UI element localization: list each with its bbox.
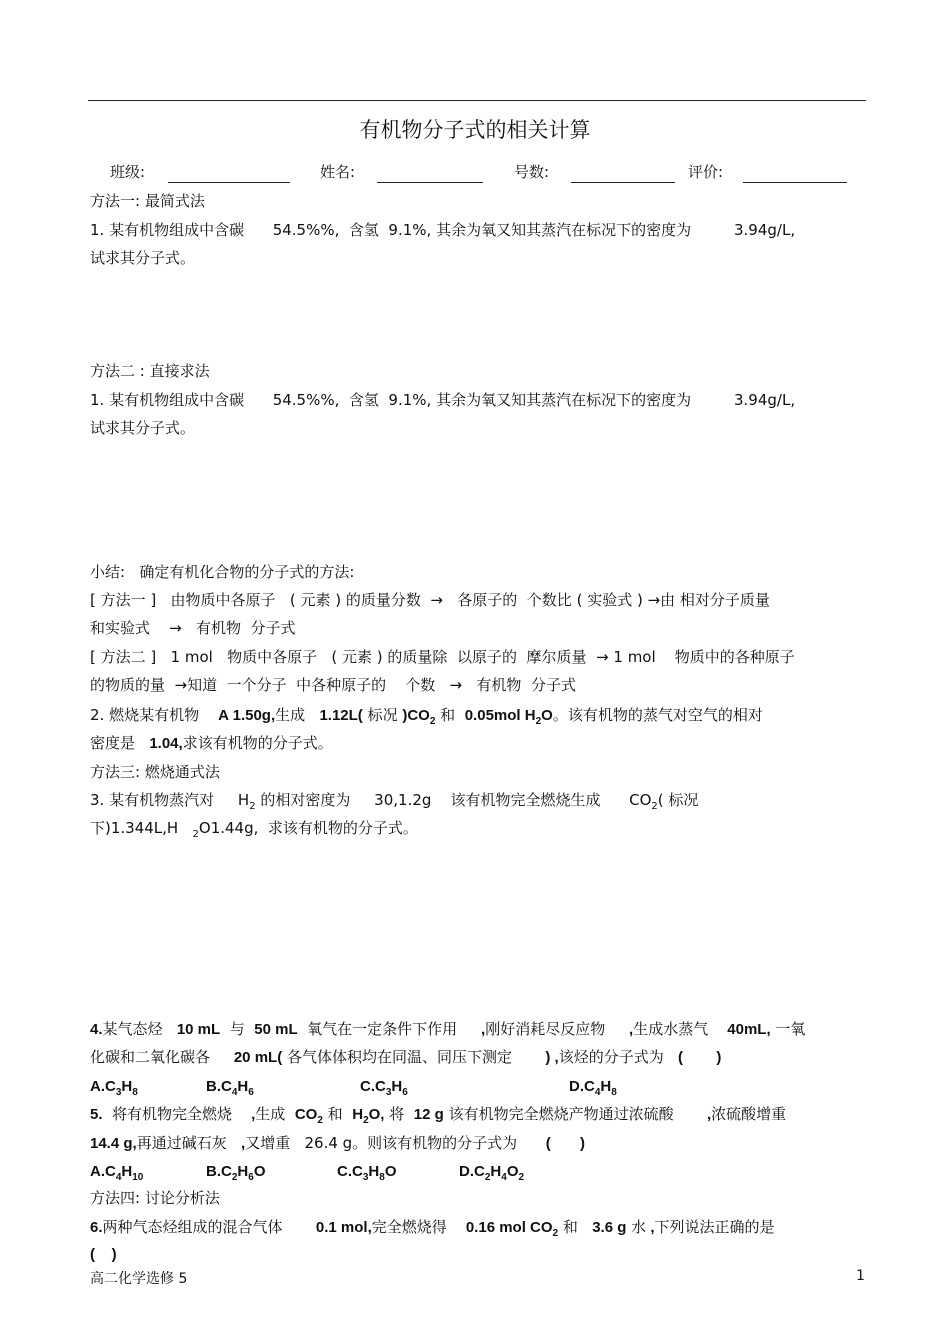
page-title: 有机物分子式的相关计算	[359, 118, 591, 142]
q5-option-a: $A.C_4H_{10}$	[90, 1163, 144, 1183]
q2-bold: 1.12L(	[319, 707, 363, 724]
eval-label: 评价:	[688, 163, 724, 181]
q4-bold: 40mL,	[727, 1021, 771, 1038]
class-label: 班级:	[110, 163, 146, 181]
summary-method1-line1: [ 方法一 ] 由物质中各原子 ( 元素 ) 的质量分数 → 各原子的 个数比 ( 实验式 ) →由 相对分子质量	[90, 591, 770, 609]
question4-line2	[90, 1047, 850, 1068]
q2-bold: )CO	[402, 707, 430, 724]
q4-text: 一氧	[770, 1020, 806, 1038]
q5-text: 将	[384, 1105, 414, 1123]
q5-text: 该有机物完全燃烧产物通过浓硫酸	[443, 1105, 707, 1123]
q3-text: 的相对密度为 30,1.2g 该有机物完全燃烧生成 CO	[255, 791, 652, 809]
q5-bold: 14.4 g,	[90, 1135, 137, 1152]
q6-text: 完全燃烧得	[371, 1218, 466, 1236]
q4-text: 某气态烃	[102, 1020, 177, 1038]
q2-bold: 1.04,	[149, 735, 183, 752]
q2-subscript: 2	[535, 716, 542, 727]
q3-subscript: 2	[192, 829, 199, 840]
q4-option-a: $A.C_3H_8$	[90, 1078, 138, 1098]
q5-bold: CO	[294, 1106, 318, 1123]
q5-option-b: $B.C_2H_6O$	[206, 1163, 266, 1183]
q4-text: 与	[220, 1020, 255, 1038]
eval-blank	[743, 182, 847, 183]
q5-bold: 12 g	[413, 1106, 444, 1123]
q6-text: 水	[626, 1218, 647, 1236]
q2-text: 密度是	[90, 734, 150, 752]
q6-text: 下列说法正确的是	[654, 1218, 775, 1236]
q2-text: 求该有机物的分子式。	[182, 734, 333, 752]
q3-text: O1.44g, 求该有机物的分子式。	[198, 819, 418, 837]
q5-option-c: $C.C_3H_8O$	[337, 1163, 397, 1183]
question2-line1	[90, 705, 850, 728]
summary-method2-line1: [ 方法二 ] 1 mol 物质中各原子 ( 元素 ) 的质量除 以原子的 摩尔质量 → 1 mol 物质中的各种原子	[90, 648, 795, 666]
class-blank	[168, 182, 290, 183]
q6-subscript: 2	[552, 1228, 559, 1239]
summary-method1-line2: 和实验式 → 有机物 分子式	[90, 619, 296, 637]
q5-text: 又增重 26.4 g。则该有机物的分子式为	[245, 1134, 546, 1152]
q5-bold: ,	[251, 1106, 256, 1123]
q6-bold: 0.1 mol,	[315, 1219, 372, 1236]
question2-line2	[90, 733, 850, 754]
q3-text: 下)1.344L,H	[90, 819, 193, 837]
q5-bold: ( )	[545, 1135, 585, 1152]
q5-option-d: $D.C_2H_4O_2$	[459, 1163, 525, 1183]
method2-question-line1: 1. 某有机物组成中含碳 54.5%%, 含氢 9.1%, 其余为氧又知其蒸汽在标况下的密度为 3.94g/L,	[90, 391, 796, 409]
q4-text: 各气体体积均在同温、同压下测定	[282, 1048, 546, 1066]
q6-text: 和	[558, 1218, 593, 1236]
q3-text: ( 标况	[657, 791, 699, 809]
method1-heading: 方法一: 最简式法	[90, 192, 205, 210]
q2-bold: 0.05mol H	[464, 707, 536, 724]
q6-text: 两种气态烃组成的混合气体	[102, 1218, 316, 1236]
method4-heading: 方法四: 讨论分析法	[90, 1189, 220, 1207]
q4-bold: 10 mL	[176, 1021, 221, 1038]
q4-bold: 4.	[90, 1021, 103, 1038]
header-rule	[88, 100, 866, 101]
method1-question-line2: 试求其分子式。	[90, 249, 196, 267]
q4-option-c: $C.C_3H_6$	[360, 1078, 408, 1098]
q3-subscript: 2	[249, 801, 256, 812]
number-label: 号数:	[514, 163, 550, 181]
q6-bold: 0.16 mol CO	[465, 1219, 553, 1236]
question3-line1	[90, 790, 850, 813]
q5-bold: O,	[368, 1106, 385, 1123]
q4-text: 化碳和二氧化碳各	[90, 1048, 234, 1066]
q6-bold: 6.	[90, 1219, 103, 1236]
q2-text: 2. 燃烧某有机物	[90, 706, 219, 724]
q4-option-b: $B.C_4H_6$	[206, 1078, 254, 1098]
q2-text: 。该有机物的蒸气对空气的相对	[552, 706, 763, 724]
q4-bold: ( )	[678, 1049, 722, 1066]
q4-bold: ,	[629, 1021, 634, 1038]
q3-subscript: 2	[651, 801, 658, 812]
q2-subscript: 2	[429, 716, 436, 727]
q4-text: 该烃的分子式为	[558, 1048, 679, 1066]
question4-line1	[90, 1019, 850, 1040]
q5-bold: H	[352, 1106, 364, 1123]
q4-bold: ,	[481, 1021, 486, 1038]
q6-bold: ,	[646, 1219, 655, 1236]
q4-text: 氧气在一定条件下作用	[297, 1020, 482, 1038]
question6-line2: ( )	[90, 1246, 117, 1263]
q4-option-d: $D.C_4H_8$	[569, 1078, 617, 1098]
q5-subscript: 2	[363, 1115, 369, 1126]
q2-text: 生成	[275, 706, 320, 724]
method2-question-line2: 试求其分子式。	[90, 419, 196, 437]
q2-bold: A 1.50g,	[218, 707, 276, 724]
question3-line2	[90, 818, 850, 841]
q4-bold: 50 mL	[254, 1021, 298, 1038]
method1-question-line1: 1. 某有机物组成中含碳 54.5%%, 含氢 9.1%, 其余为氧又知其蒸汽在标况下的密度为 3.94g/L,	[90, 221, 796, 239]
q5-subscript: 2	[317, 1115, 323, 1126]
q3-text: 3. 某有机物蒸汽对 H	[90, 791, 250, 809]
method3-heading: 方法三: 燃烧通式法	[90, 763, 220, 781]
q2-text: 标况	[362, 706, 403, 724]
q4-text: 生成水蒸气	[633, 1020, 728, 1038]
q5-text: 将有机物完全燃烧	[102, 1105, 252, 1123]
q4-bold: ) ,	[545, 1049, 559, 1066]
footer-course: 高二化学选修 5	[90, 1271, 188, 1287]
question6-line1	[90, 1217, 850, 1240]
page-number: 1	[856, 1268, 865, 1284]
q5-text: 浓硫酸增重	[711, 1105, 787, 1123]
method2-heading: 方法二 : 直接求法	[90, 362, 210, 380]
q4-text: 刚好消耗尽反应物	[485, 1020, 630, 1038]
q5-bold: ,	[241, 1135, 246, 1152]
q6-bold: 3.6 g	[592, 1219, 627, 1236]
q5-bold: ,	[706, 1106, 712, 1123]
name-label: 姓名:	[320, 163, 356, 181]
summary-method2-line2: 的物质的量 →知道 一个分子 中各种原子的 个数 → 有机物 分子式	[90, 676, 576, 694]
question5-line1	[90, 1104, 850, 1127]
q2-bold: O	[541, 707, 553, 724]
q4-bold: 20 mL(	[233, 1049, 283, 1066]
q2-text: 和	[435, 706, 465, 724]
question5-line2	[90, 1133, 850, 1154]
q5-text: 和	[322, 1105, 353, 1123]
number-blank	[571, 182, 675, 183]
q5-text: 生成	[255, 1105, 295, 1123]
q5-text: 再通过碱石灰	[136, 1134, 242, 1152]
q5-bold: 5.	[90, 1106, 103, 1123]
name-blank	[377, 182, 483, 183]
summary-heading: 小结: 确定有机化合物的分子式的方法:	[90, 563, 355, 581]
